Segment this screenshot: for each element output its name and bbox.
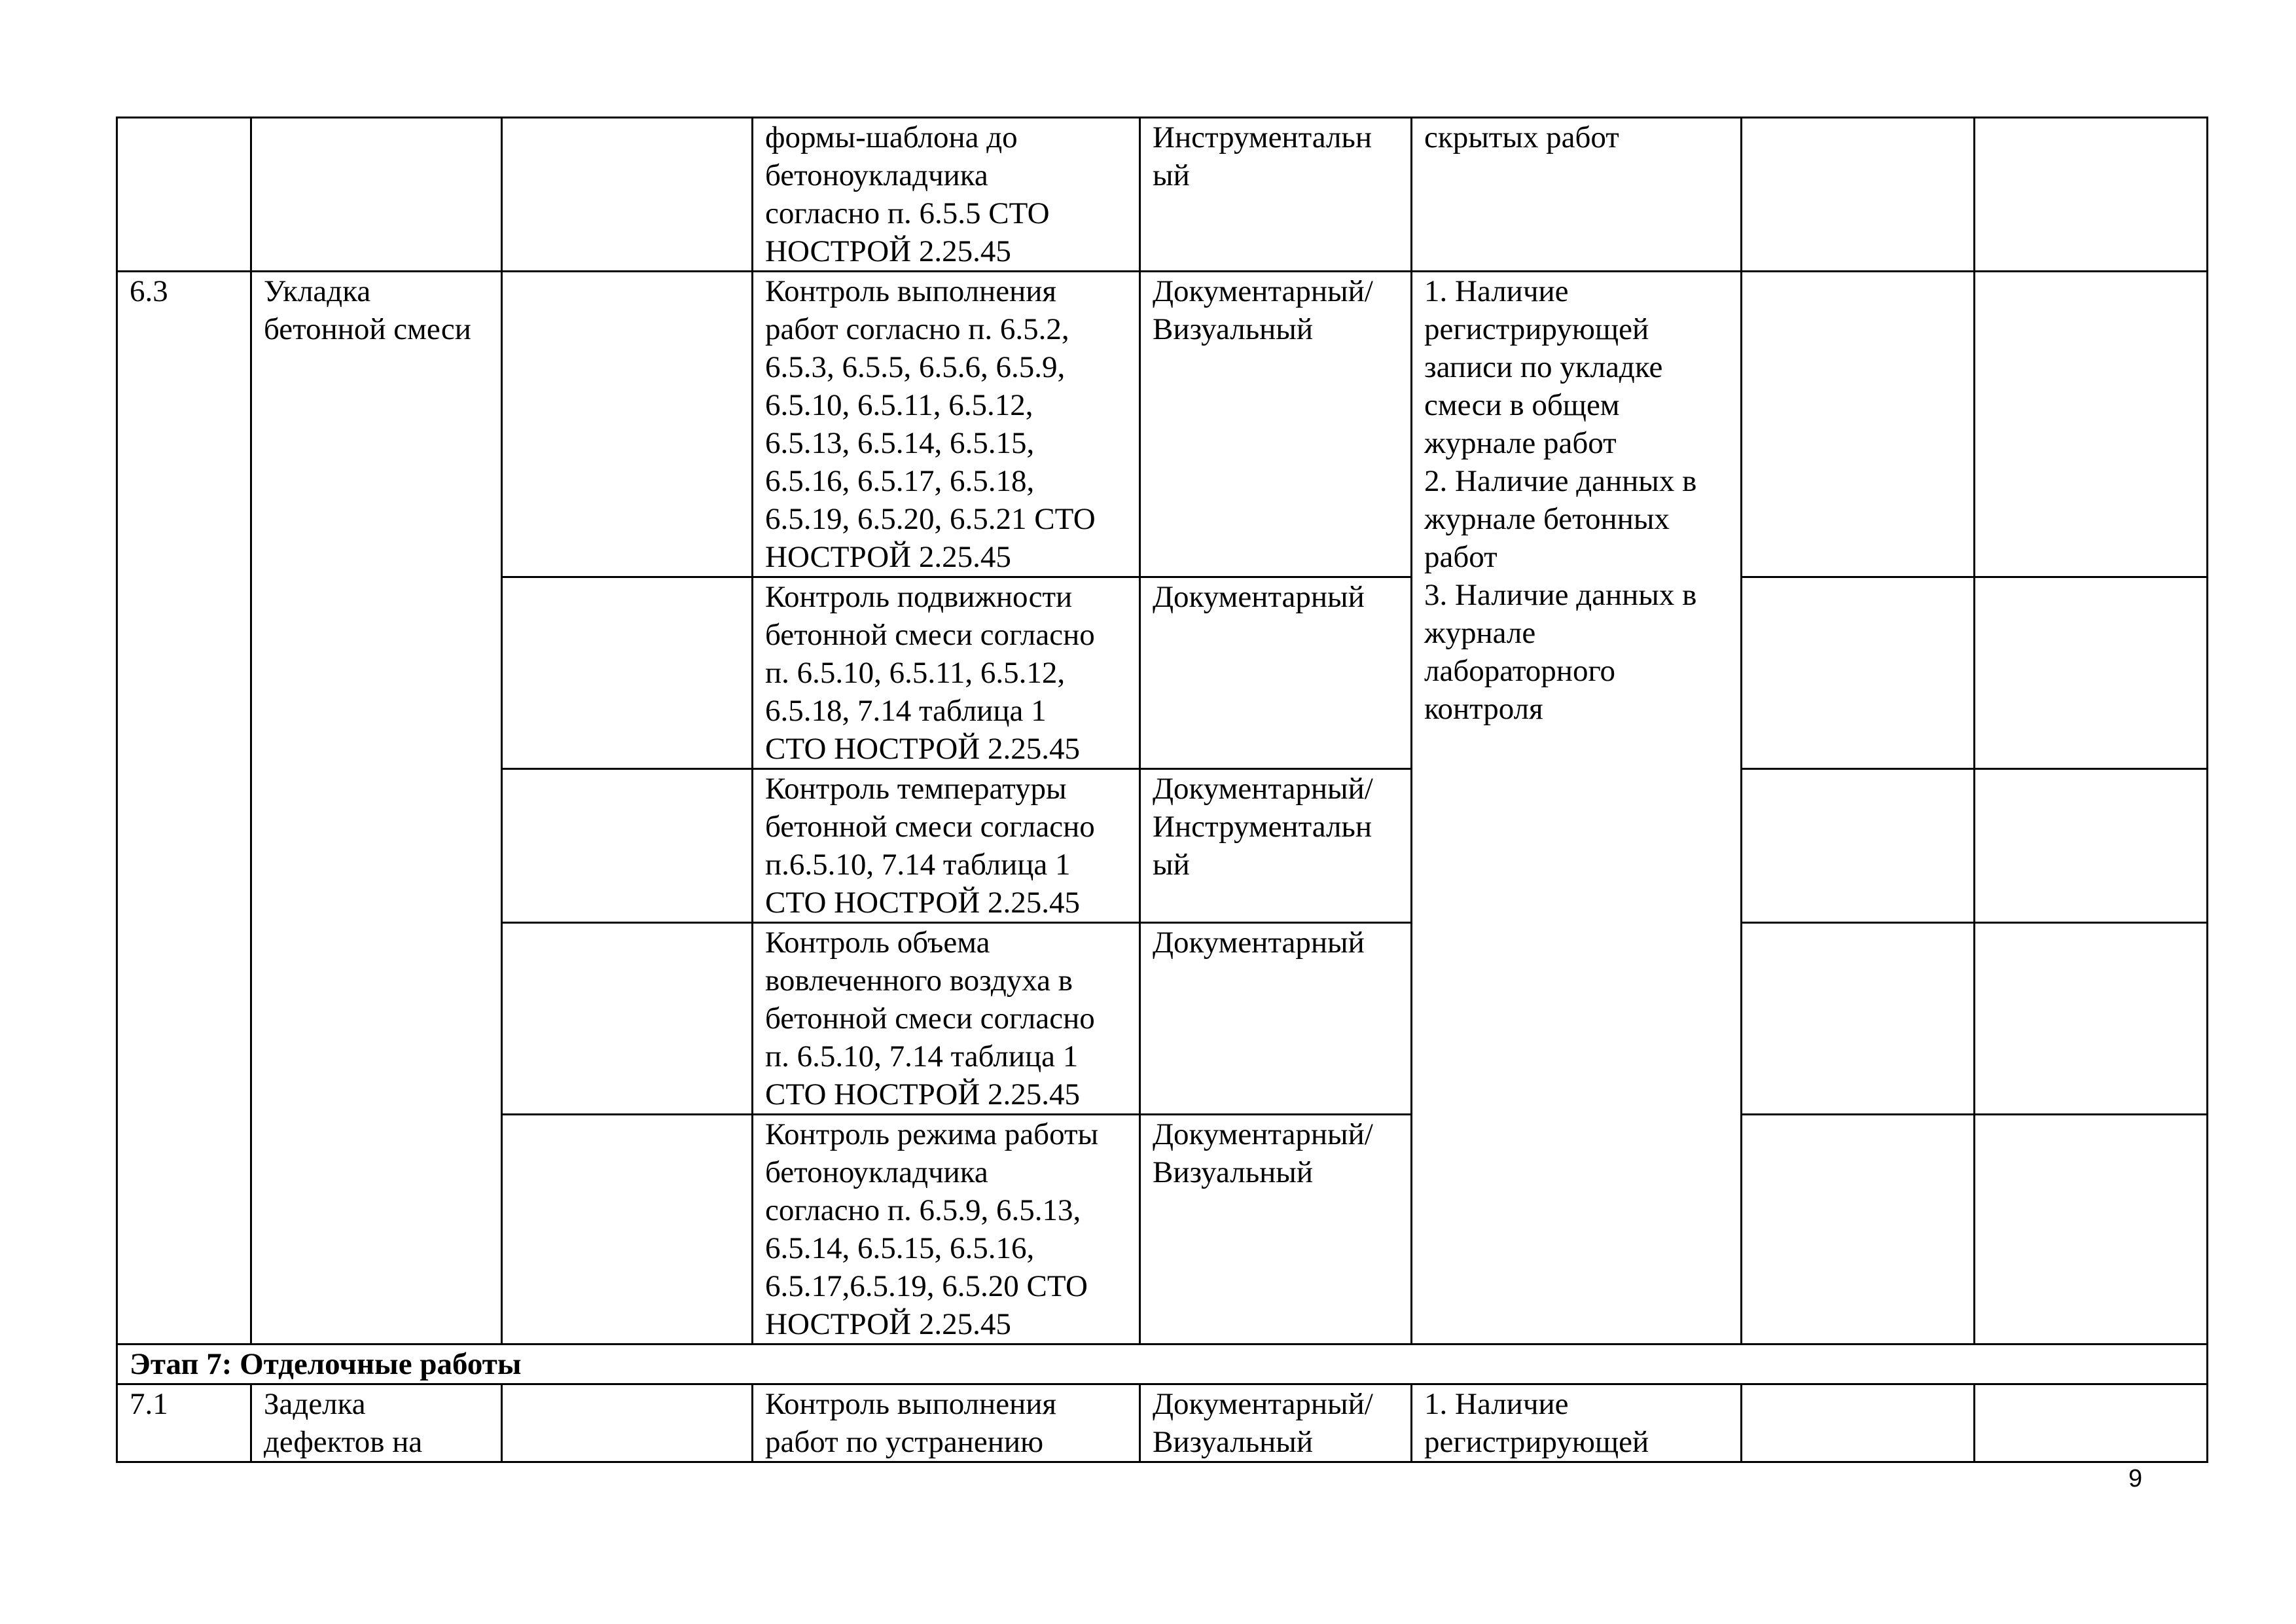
cell-empty	[1742, 923, 1975, 1115]
cell-empty	[1742, 769, 1975, 923]
cell-name: Заделка дефектов на	[251, 1384, 502, 1462]
cell-empty	[1975, 1384, 2208, 1462]
cell-empty	[502, 118, 753, 272]
cell-control-item: Контроль выполнения работ согласно п. 6.5.2, 6.5.3, 6.5.5, 6.5.6, 6.5.9, 6.5.10, 6.5.11, 6.5.12, 6.5.13, 6.5.14, 6.5.15, 6.5.16, 6.5.17, 6.5.18, 6.5.19, 6.5.20, 6.5.21 СТО НОСТРОЙ 2.25.45	[753, 272, 1140, 577]
cell-empty	[1975, 1115, 2208, 1344]
cell-name	[251, 118, 502, 272]
cell-empty	[1975, 769, 2208, 923]
cell-control-item: Контроль объема вовлеченного воздуха в бетонной смеси согласно п. 6.5.10, 7.14 таблица 1 СТО НОСТРОЙ 2.25.45	[753, 923, 1140, 1115]
cell-num: 7.1	[117, 1384, 251, 1462]
cell-empty	[1742, 1115, 1975, 1344]
cell-empty	[1742, 118, 1975, 272]
cell-empty	[1975, 272, 2208, 577]
cell-empty	[502, 769, 753, 923]
cell-empty	[502, 923, 753, 1115]
cell-empty	[502, 272, 753, 577]
stage-heading: Этап 7: Отделочные работы	[117, 1344, 2208, 1384]
cell-method: Документарный	[1140, 923, 1412, 1115]
cell-control-item: Контроль режима работы бетоноукладчика согласно п. 6.5.9, 6.5.13, 6.5.14, 6.5.15, 6.5.16, 6.5.17,6.5.19, 6.5.20 СТО НОСТРОЙ 2.25.45	[753, 1115, 1140, 1344]
cell-empty	[502, 1115, 753, 1344]
cell-control-item: формы-шаблона до бетоноукладчика согласно п. 6.5.5 СТО НОСТРОЙ 2.25.45	[753, 118, 1140, 272]
cell-empty	[1742, 1384, 1975, 1462]
control-table	[116, 117, 2208, 1463]
cell-control-item: Контроль выполнения работ по устранению	[753, 1384, 1140, 1462]
table-row	[117, 272, 2208, 577]
cell-num	[117, 118, 251, 272]
cell-empty	[1742, 577, 1975, 769]
cell-empty	[502, 577, 753, 769]
cell-method: Документарный/ Визуальный	[1140, 1384, 1412, 1462]
cell-result: 1. Наличие регистрирующей	[1412, 1384, 1742, 1462]
table-row	[117, 1384, 2208, 1462]
cell-empty	[502, 1384, 753, 1462]
page-number: 9	[2128, 1465, 2143, 1492]
cell-empty	[1975, 923, 2208, 1115]
cell-result: скрытых работ	[1412, 118, 1742, 272]
cell-method: Документарный/ Визуальный	[1140, 272, 1412, 577]
cell-empty	[1975, 118, 2208, 272]
cell-method: Документарный/ Визуальный	[1140, 1115, 1412, 1344]
stage-row	[117, 1344, 2208, 1384]
cell-num: 6.3	[117, 272, 251, 1344]
cell-control-item: Контроль подвижности бетонной смеси согласно п. 6.5.10, 6.5.11, 6.5.12, 6.5.18, 7.14 таблица 1 СТО НОСТРОЙ 2.25.45	[753, 577, 1140, 769]
cell-empty	[1742, 272, 1975, 577]
cell-control-item: Контроль температуры бетонной смеси согласно п.6.5.10, 7.14 таблица 1 СТО НОСТРОЙ 2.25.45	[753, 769, 1140, 923]
cell-result: 1. Наличие регистрирующей записи по укладке смеси в общем журнале работ 2. Наличие данных в журнале бетонных работ 3. Наличие данных в журнале лабораторного контроля	[1412, 272, 1742, 1344]
cell-method: Документарный	[1140, 577, 1412, 769]
cell-method: Инструментальн ый	[1140, 118, 1412, 272]
cell-name: Укладка бетонной смеси	[251, 272, 502, 1344]
cell-empty	[1975, 577, 2208, 769]
cell-method: Документарный/ Инструментальн ый	[1140, 769, 1412, 923]
table-row	[117, 118, 2208, 272]
